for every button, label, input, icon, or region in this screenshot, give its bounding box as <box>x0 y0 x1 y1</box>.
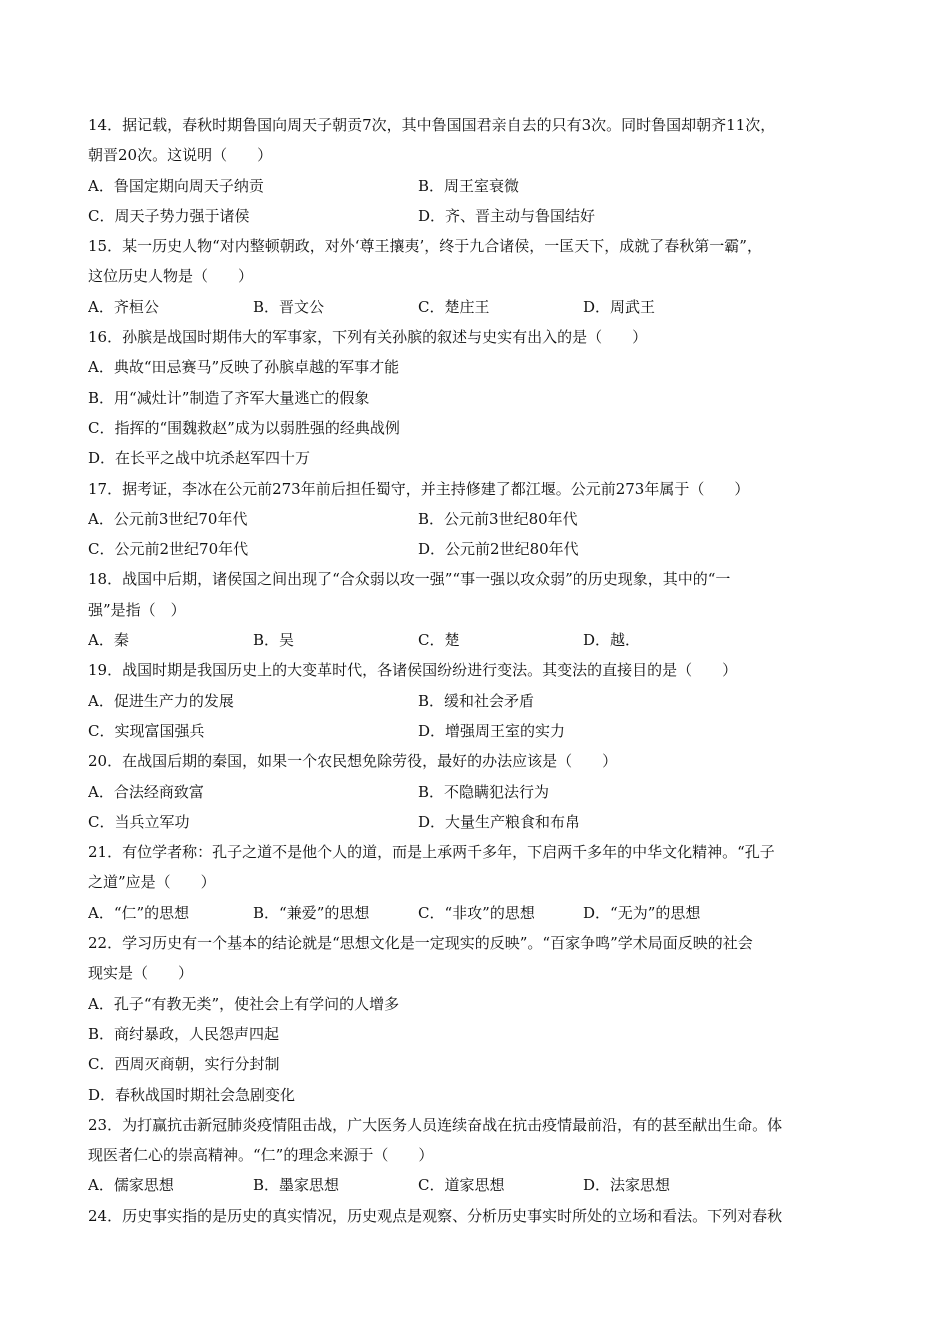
answer-option: B．“兼爱”的思想 <box>253 903 370 922</box>
question-stem-line: 20．在战国后期的秦国，如果一个农民想免除劳役，最好的办法应该是（ ） <box>88 752 618 771</box>
answer-option: A．公元前3世纪70年代 <box>88 509 248 528</box>
answer-option: D．公元前2世纪80年代 <box>418 540 579 559</box>
answer-option: B．周王室衰微 <box>418 176 520 195</box>
question-stem-line: 23．为打赢抗击新冠肺炎疫情阻击战，广大医务人员连续奋战在抗击疫情最前沿，有的甚至献出生命。体 <box>88 1115 783 1134</box>
question-stem-line: 15．某一历史人物“对内整顿朝政，对外‘尊王攘夷’，终于九合诸侯，一匡天下，成就了春秋第一霸”， <box>88 237 762 256</box>
answer-option: D．越． <box>583 631 641 650</box>
question-block <box>88 1205 868 1235</box>
question-stem-line: 强”是指（ ） <box>88 600 186 619</box>
answer-option: A．促进生产力的发展 <box>88 691 234 710</box>
answer-option: B．晋文公 <box>253 297 325 316</box>
answer-option: D．周武王 <box>583 297 656 316</box>
option-row <box>88 205 868 235</box>
option-row <box>88 629 868 659</box>
question-stem-line: 17．据考证，李冰在公元前273年前后担任蜀守，并主持修建了都江堰。公元前273年属于（ ） <box>88 479 750 498</box>
answer-option: B．用“减灶计”制造了齐军大量逃亡的假象 <box>88 388 370 407</box>
answer-option: C．楚 <box>418 631 460 650</box>
question-stem-line: 现医者仁心的崇高精神。“仁”的理念来源于（ ） <box>88 1146 434 1165</box>
question-stem-line: 24．历史事实指的是历史的真实情况，历史观点是观察、分析历史事实时所处的立场和看法。下列对春秋 <box>88 1206 783 1225</box>
answer-option: A．齐桓公 <box>88 297 159 316</box>
answer-option: C．实现富国强兵 <box>88 721 205 740</box>
answer-option: C．楚庄王 <box>418 297 490 316</box>
option-row <box>88 811 868 841</box>
question-stem-line: 朝晋20次。这说明（ ） <box>88 146 273 165</box>
answer-option: B．墨家思想 <box>253 1176 340 1195</box>
answer-option: C．当兵立军功 <box>88 812 190 831</box>
answer-option: A．儒家思想 <box>88 1176 174 1195</box>
question-stem-line: 19．战国时期是我国历史上的大变革时代，各诸侯国纷纷进行变法。其变法的直接目的是（ ） <box>88 661 738 680</box>
question-block <box>88 841 868 932</box>
answer-option: B．吴 <box>253 631 295 650</box>
question-stem-line: 16．孙膑是战国时期伟大的军事家，下列有关孙膑的叙述与史实有出入的是（ ） <box>88 328 648 347</box>
option-row <box>88 781 868 811</box>
answer-option: C．“非攻”的思想 <box>418 903 535 922</box>
question-block <box>88 750 868 841</box>
option-row <box>88 296 868 326</box>
answer-option: B．缓和社会矛盾 <box>418 691 535 710</box>
question-block <box>88 326 868 477</box>
option-row <box>88 902 868 932</box>
question-stem-line: 14．据记载，春秋时期鲁国向周天子朝贡7次，其中鲁国国君亲自去的只有3次。同时鲁国却朝齐11次， <box>88 116 776 134</box>
question-stem-line: 现实是（ ） <box>88 964 194 983</box>
question-block <box>88 478 868 569</box>
question-block <box>88 1114 868 1205</box>
answer-option: A．鲁国定期向周天子纳贡 <box>88 176 264 195</box>
answer-option: D．春秋战国时期社会急剧变化 <box>88 1085 296 1104</box>
answer-option: D．法家思想 <box>583 1176 671 1195</box>
option-row <box>88 1174 868 1204</box>
answer-option: D．大量生产粮食和布帛 <box>418 812 581 831</box>
answer-option: A．“仁”的思想 <box>88 903 190 922</box>
question-block <box>88 932 868 1114</box>
question-block <box>88 659 868 750</box>
answer-option: D．“无为”的思想 <box>583 903 701 922</box>
question-list <box>88 114 868 1235</box>
answer-option: D．增强周王室的实力 <box>418 721 566 740</box>
option-row <box>88 720 868 750</box>
answer-option: B．不隐瞒犯法行为 <box>418 782 550 801</box>
answer-option: A．典故“田忌赛马”反映了孙膑卓越的军事才能 <box>88 358 400 377</box>
question-stem-line: 21．有位学者称：孔子之道不是他个人的道，而是上承两千多年，下启两千多年的中华文化精神。“孔子 <box>88 843 775 862</box>
answer-option: C．西周灭商朝，实行分封制 <box>88 1055 280 1074</box>
answer-option: B．公元前3世纪80年代 <box>418 509 578 528</box>
answer-option: B．商纣暴政，人民怨声四起 <box>88 1024 280 1043</box>
option-row <box>88 690 868 720</box>
answer-option: A．合法经商致富 <box>88 782 204 801</box>
question-stem-line: 之道”应是（ ） <box>88 873 216 892</box>
question-stem-line: 18．战国中后期，诸侯国之间出现了“合众弱以攻一强”“事一强以攻众弱”的历史现象，其中的“一 <box>88 570 731 589</box>
option-row <box>88 175 868 205</box>
answer-option: A．孔子“有教无类”，使社会上有学问的人增多 <box>88 994 400 1013</box>
question-stem-line: 22．学习历史有一个基本的结论就是“思想文化是一定现实的反映”。“百家争鸣”学术局面反映的社会 <box>88 934 753 953</box>
question-block <box>88 568 868 659</box>
answer-option: A．秦 <box>88 631 129 650</box>
option-row <box>88 538 868 568</box>
option-row <box>88 508 868 538</box>
question-block <box>88 114 868 235</box>
answer-option: C．道家思想 <box>418 1176 505 1195</box>
answer-option: D．在长平之战中坑杀赵军四十万 <box>88 449 311 468</box>
answer-option: C．指挥的“围魏救赵”成为以弱胜强的经典战例 <box>88 418 400 437</box>
answer-option: C．公元前2世纪70年代 <box>88 540 249 559</box>
question-block <box>88 235 868 326</box>
answer-option: D．齐、晋主动与鲁国结好 <box>418 206 596 225</box>
answer-option: C．周天子势力强于诸侯 <box>88 206 250 225</box>
question-stem-line: 这位历史人物是（ ） <box>88 267 254 286</box>
